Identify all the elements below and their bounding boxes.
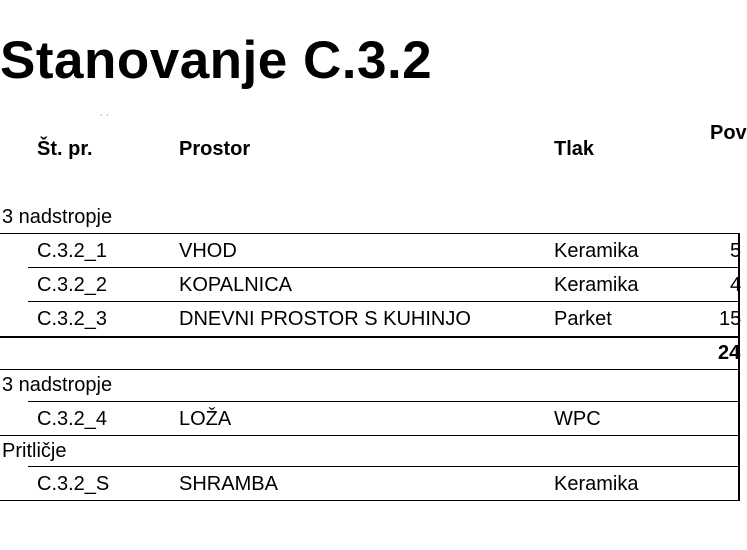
divider [28,466,740,467]
page-title: Stanovanje C.3.2 [0,31,433,90]
row-room: LOŽA [179,408,232,430]
row-floor: Keramika [554,473,639,495]
row-floor: WPC [554,408,601,430]
divider [28,401,740,402]
row-floor: Keramika [554,240,639,262]
row-area: 15 [719,308,742,330]
row-number: C.3.2_S [37,473,110,495]
divider [0,233,740,234]
row-floor: Keramika [554,274,639,296]
divider [0,435,740,436]
divider [28,301,740,302]
subtotal-divider [0,336,740,338]
row-room: VHOD [179,240,237,262]
subtotal-value: 24 [718,342,741,364]
section-label: 3 nadstropje [2,374,113,396]
row-floor: Parket [554,308,612,330]
section-label: Pritličje [2,440,67,462]
row-number: C.3.2_3 [37,308,108,330]
row-area: 4 [730,274,742,296]
header-floor: Tlak [554,138,595,160]
row-room: KOPALNICA [179,274,292,296]
header-room: Prostor [179,138,251,160]
header-number: Št. pr. [37,138,93,160]
section-label: 3 nadstropje [2,206,113,228]
stray-mark: ˙ ˙ [100,114,110,125]
table-right-border [738,233,740,501]
header-area: Pov [710,122,747,144]
row-number: C.3.2_4 [37,408,108,430]
row-number: C.3.2_1 [37,240,108,262]
row-room: DNEVNI PROSTOR S KUHINJO [179,308,471,330]
divider [28,267,740,268]
row-room: SHRAMBA [179,473,278,495]
divider [0,500,740,501]
divider [0,369,740,370]
row-number: C.3.2_2 [37,274,108,296]
row-area: 5 [730,240,742,262]
